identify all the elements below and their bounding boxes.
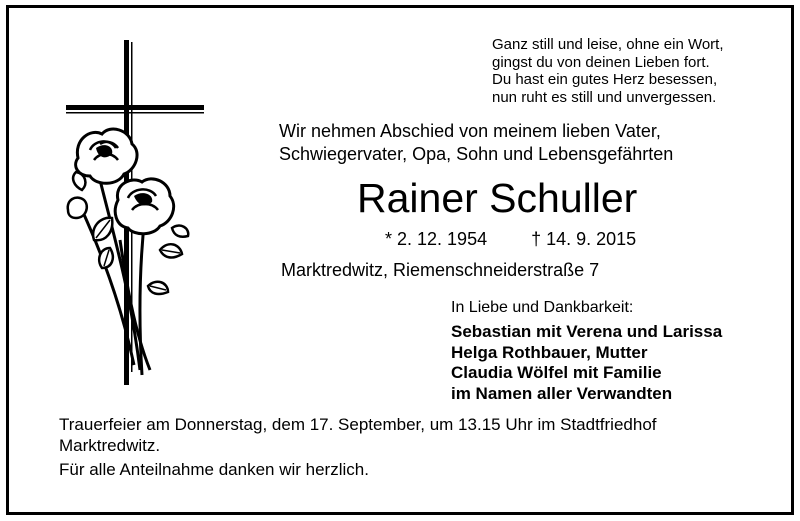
farewell-intro [279, 120, 673, 166]
mourners-list [451, 322, 722, 404]
birth-date: * 2. 12. 1954 [385, 229, 488, 249]
mourner-name: Claudia Wölfel mit Familie [451, 363, 662, 382]
mourner-name: Helga Rothbauer, Mutter [451, 342, 648, 362]
mourner-name: im Namen aller Verwandten [451, 383, 673, 403]
mourners-intro: In Liebe und Dankbarkeit: [451, 299, 634, 316]
closing-thanks: Für alle Anteilnahme danken wir herzlich. [59, 460, 369, 479]
poem-line: Du hast ein gutes Herz besessen, [492, 71, 718, 88]
address: Marktredwitz, Riemenschneiderstraße 7 [281, 260, 600, 280]
deceased-name: Rainer Schuller [357, 175, 638, 221]
poem-line: nun ruht es still und unvergessen. [492, 88, 717, 106]
memorial-poem [492, 36, 724, 106]
funeral-service-info: Trauerfeier am Donnerstag, dem 17. September, um 13.15 Uhr im Stadtfriedhof Marktredwitz. [59, 415, 657, 455]
poem-line: gingst du von deinen Lieben fort. [492, 53, 710, 71]
intro-line: Wir nehmen Abschied von meinem lieben Vater, [279, 121, 661, 141]
poem-line: Ganz still und leise, ohne ein Wort, [492, 36, 724, 53]
cross-with-roses-icon [60, 40, 210, 385]
life-dates [385, 228, 636, 250]
intro-line: Schwiegervater, Opa, Sohn und Lebensgefährten [279, 144, 674, 164]
death-date: † 14. 9. 2015 [531, 229, 637, 249]
mourner-name: Sebastian mit Verena und Larissa [451, 322, 723, 341]
